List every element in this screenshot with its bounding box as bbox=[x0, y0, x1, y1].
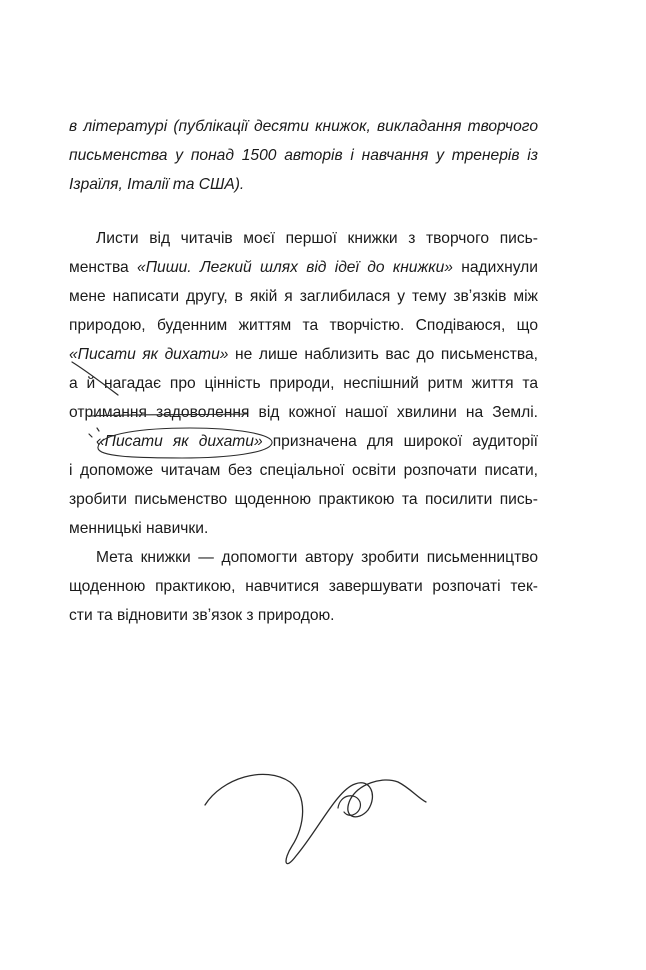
paragraph2-line-2: і допоможе читачам без спеціальної освіти розпочати писати, bbox=[69, 462, 538, 479]
book-title-reference: «Писати як дихати» bbox=[96, 433, 263, 450]
paragraph1-line-4: природою, буденним життям та творчістю. Сподіваюся, що bbox=[69, 317, 538, 334]
intro-line-1: в літературі (публікації десяти книжок, викладання творчого bbox=[69, 118, 538, 135]
book-title-reference: «Писати як дихати» bbox=[69, 346, 229, 363]
signature-swirl bbox=[205, 774, 426, 863]
paragraph3-line-2: щоденною практикою, навчитися завершувати розпочаті тек- bbox=[69, 578, 538, 595]
signature-loop bbox=[338, 796, 360, 816]
text-span: призначена для широкої аудиторії bbox=[262, 433, 538, 450]
paragraph2-line-3: зробити письменство щоденною практикою та посилити пись- bbox=[69, 491, 538, 508]
paragraph1-line-2 bbox=[69, 253, 538, 282]
text-span: не лише наблизить вас до письменства, bbox=[228, 346, 538, 363]
text-span: менства bbox=[69, 259, 138, 276]
paragraph2-line-1 bbox=[69, 427, 538, 456]
book-title-reference: «Пиши. Легкий шлях від ідеї до книжки» bbox=[137, 259, 453, 276]
intro-line-3: Ізраїля, Італії та США). bbox=[69, 176, 245, 193]
intro-line-2: письменства у понад 1500 авторів і навчання у тренерів із bbox=[69, 147, 538, 164]
paragraph1-line-6: а й нагадає про цінність природи, неспішний ритм життя та bbox=[69, 375, 538, 392]
paragraph3-line-3: сти та відновити звʼязок з природою. bbox=[69, 607, 335, 624]
paragraph1-line-1: Листи від читачів моєї першої книжки з творчого пись- bbox=[96, 230, 538, 247]
paragraph1-line-5 bbox=[69, 340, 538, 369]
paragraph3-line-1: Мета книжки — допомогти автору зробити письменництво bbox=[96, 549, 538, 566]
paragraph2-line-4: менницькі навички. bbox=[69, 520, 209, 537]
text-span: надихнули bbox=[452, 259, 538, 276]
paragraph1-line-7: отримання задоволення від кожної нашої хвилини на Землі. bbox=[69, 404, 538, 421]
paragraph1-line-3: мене написати другу, в якій я заглибилася у тему звʼязків між bbox=[69, 288, 538, 305]
